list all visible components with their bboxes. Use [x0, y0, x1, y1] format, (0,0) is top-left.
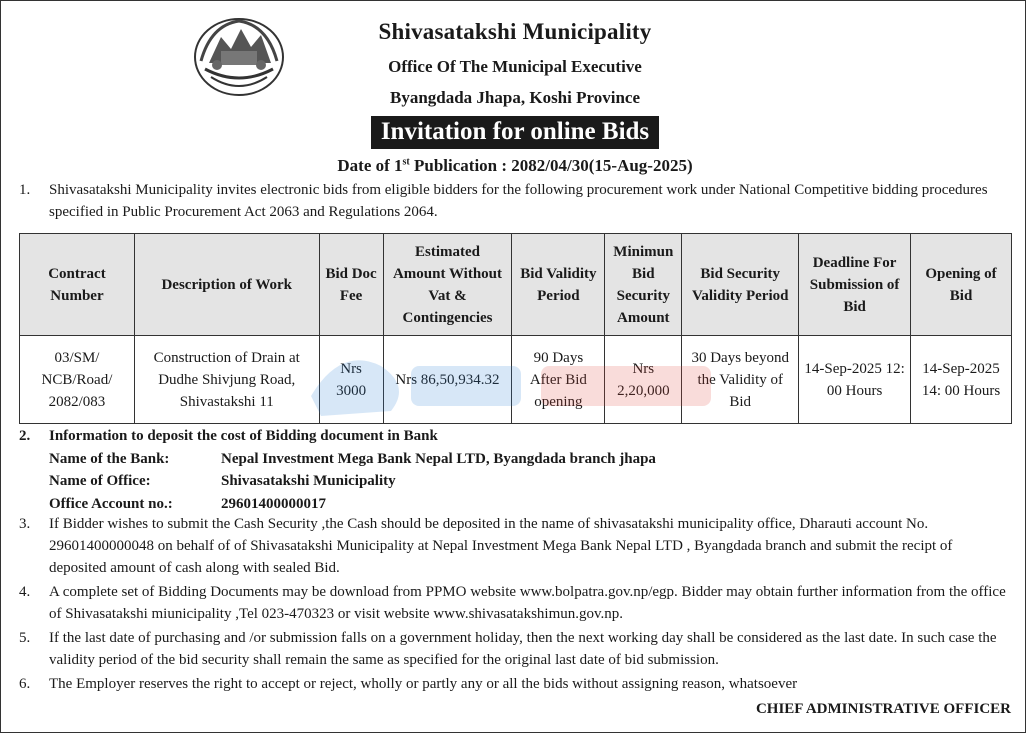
item-number: 6. — [19, 676, 31, 692]
pub-prefix: Date of 1 — [337, 156, 403, 175]
column-header: Contract Number — [20, 234, 135, 336]
estimated-amount-cell: Nrs 86,50,934.32 — [383, 336, 512, 424]
table-row — [20, 336, 1012, 424]
item-text: A complete set of Bidding Documents may be download from PPMO website www.bolpatra.gov.np/egp. Bidder may obtain further information from the office of Shivasatakshi miunicipality ,Tel 023-470323 or visit website www.shivasatakshimun.gov.np. — [49, 584, 1006, 622]
bank-name-label: Name of the Bank: — [49, 450, 170, 467]
contract-number-cell: 03/SM/ NCB/Road/ 2082/083 — [20, 336, 135, 424]
table-header-row — [20, 234, 1012, 336]
pub-sup: st — [402, 156, 410, 168]
signature-title: CHIEF ADMINISTRATIVE OFFICER — [755, 701, 1011, 717]
item-text: The Employer reserves the right to accept or reject, wholly or partly any or all the bids without assigning reason, whatsoever — [49, 676, 798, 692]
column-header: Description of Work — [134, 234, 319, 336]
security-validity-cell: 30 Days beyond the Validity of Bid — [682, 336, 799, 424]
notice-banner: Invitation for online Bids — [371, 116, 659, 149]
item-text: If the last date of purchasing and /or submission falls on a government holiday, then the next working day shall be considered as the last date. In such case the validity period of the bid security shall remain the same as specified for the original last date of bid submission. — [49, 630, 997, 668]
notice-items-lower — [1, 513, 1026, 697]
item-text: Shivasatakshi Municipality invites electronic bids from eligible bidders for the following procurement work under National Competitive bidding procedures specified in Public Procurement Act 2063 and Regulations 2064. — [49, 182, 988, 220]
column-header: Bid Security Validity Period — [682, 234, 799, 336]
column-header: Minimun Bid Security Amount — [605, 234, 682, 336]
column-header: Deadline For Submission of Bid — [799, 234, 911, 336]
bank-name-row — [19, 448, 1009, 471]
doc-fee-cell: Nrs 3000 — [319, 336, 383, 424]
bid-table — [19, 233, 1012, 424]
notice-item-5 — [1, 627, 1026, 671]
office-address: Byangdada Jhapa, Koshi Province — [389, 88, 641, 107]
publication-date — [1, 156, 1025, 176]
description-cell: Construction of Drain at Dudhe Shivjung Road, Shivastakshi 11 — [134, 336, 319, 424]
pub-suffix: Publication : 2082/04/30(15-Aug-2025) — [409, 156, 693, 175]
account-row — [19, 493, 1009, 516]
item-number: 5. — [19, 630, 31, 646]
notice-header — [1, 1, 1025, 179]
notice-item-3 — [1, 513, 1026, 579]
bank-name-value: Nepal Investment Mega Bank Nepal LTD, Byangdada branch jhapa — [221, 450, 656, 467]
office-name: Office Of The Municipal Executive — [388, 57, 642, 76]
bid-validity-cell: 90 Days After Bid opening — [512, 336, 605, 424]
office-name-value: Shivasatakshi Municipality — [221, 473, 396, 489]
notice-item-4 — [1, 581, 1026, 625]
notice-item-1 — [1, 179, 1025, 223]
column-header: Estimated Amount Without Vat & Contingencies — [383, 234, 512, 336]
office-name-row — [19, 470, 1009, 493]
item-number: 2. — [19, 428, 31, 444]
item-number: 3. — [19, 516, 31, 532]
bid-security-cell: Nrs 2,20,000 — [605, 336, 682, 424]
column-header: Opening of Bid — [911, 234, 1012, 336]
bank-info-heading: Information to deposit the cost of Bidding document in Bank — [49, 428, 438, 444]
item-text: If Bidder wishes to submit the Cash Security ,the Cash should be deposited in the name of shivasatakshi municipality office, Dharauti account No. 29601400000048 on behalf of of Shivasatakshi Municipality at Nepal Investment Mega Bank Nepal LTD , Byangdada branch and submit the recipt of deposited amount of cash along with sealed Bid. — [49, 516, 953, 576]
notice-item-6 — [1, 673, 1026, 695]
municipality-name: Shivasatakshi Municipality — [378, 19, 652, 44]
account-label: Office Account no.: — [49, 495, 173, 512]
account-value: 29601400000017 — [221, 495, 326, 512]
office-name-label: Name of Office: — [49, 473, 151, 489]
item-number: 1. — [19, 182, 31, 198]
deadline-cell: 14-Sep-2025 12: 00 Hours — [799, 336, 911, 424]
column-header: Bid Doc Fee — [319, 234, 383, 336]
opening-cell: 14-Sep-2025 14: 00 Hours — [911, 336, 1012, 424]
column-header: Bid Validity Period — [512, 234, 605, 336]
item-number: 4. — [19, 584, 31, 600]
bank-information — [19, 425, 1009, 515]
